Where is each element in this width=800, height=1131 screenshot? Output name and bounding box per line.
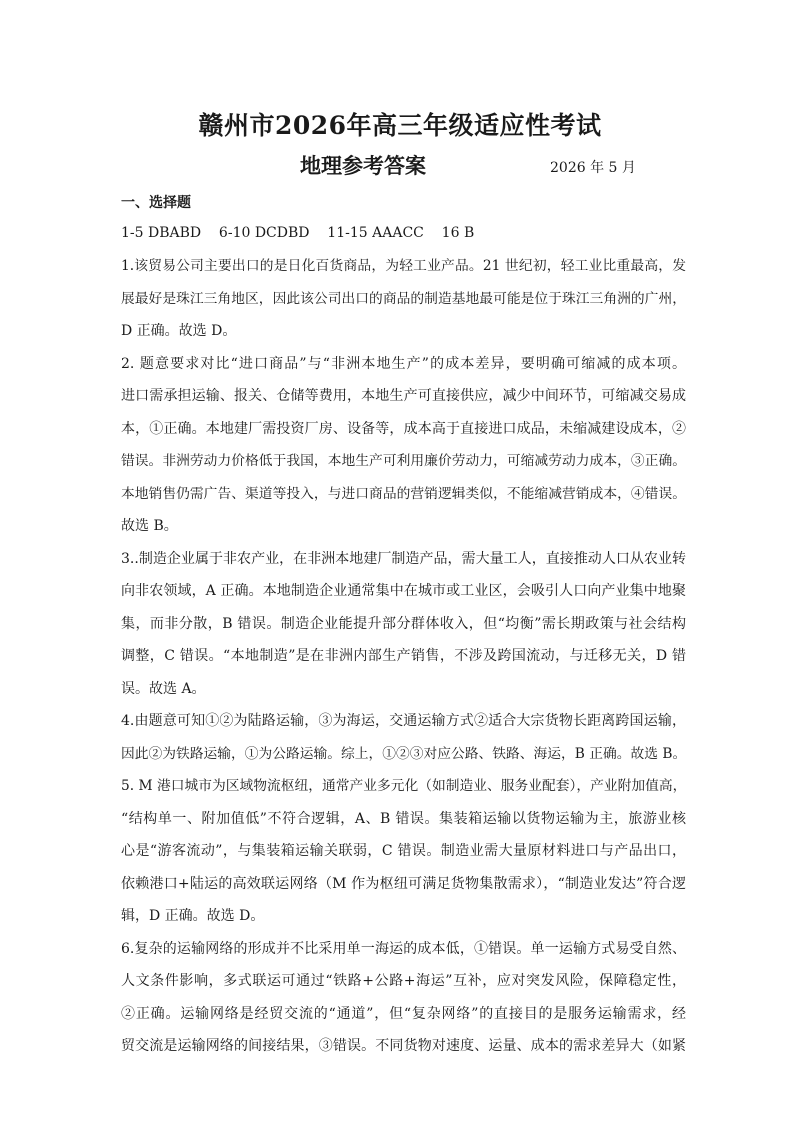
explanation-line: 本，①正确。本地建厂需投资厂房、设备等，成本高于直接进口成品，未缩减建设成本，② [121,420,686,437]
document-subtitle: 地理参考答案 [300,153,426,178]
explanation-line: 进口需承担运输、报关、仓储等费用，本地生产可直接供应，减少中间环节，可缩减交易成 [121,388,686,404]
explanation-line: 集，而非分散，B 错误。制造企业能提升部分群体收入，但“均衡”需长期政策与社会结构 [121,615,686,632]
document-title: 赣州市2026年高三年级适应性考试 [198,111,602,140]
explanation-line: “结构单一、附加值低”不符合逻辑，A、B 错误。集装箱运输以货物运输为主，旅游业核 [121,810,686,827]
explanation-line: 本地销售仍需广告、渠道等投入，与进口商品的营销逻辑类似，不能缩减营销成本，④错误。 [121,485,686,502]
explanation-body [121,250,686,1063]
explanation-line: 心是“游客流动”，与集装箱运输关联弱，C 错误。制造业需大量原材料进口与产品出口， [121,843,686,859]
explanation-line: 误。故选 A。 [121,680,206,697]
explanation-line: 依赖港口+陆运的高效联运网络（M 作为枢纽可满足货物集散需求），“制造业发达”符合逻 [121,875,686,892]
explanation-line: 1.该贸易公司主要出口的是日化百货商品，为轻工业产品。21 世纪初，轻工业比重最高，发 [121,258,686,274]
explanation-line: D 正确。故选 D。 [121,323,237,339]
explanation-line: 4.由题意可知①②为陆路运输，③为海运，交通运输方式②适合大宗货物长距离跨国运输， [121,713,686,729]
explanation-line: 5. M 港口城市为区域物流枢纽，通常产业多元化（如制造业、服务业配套），产业附加值高， [121,778,687,794]
explanation-line: 3..制造企业属于非农产业，在非洲本地建厂制造产品，需大量工人，直接推动人口从农业转 [121,550,686,567]
explanation-line: 错误。非洲劳动力价格低于我国，本地生产可利用廉价劳动力，可缩减劳动力成本，③正确。 [121,453,686,469]
explanation-line: 辑，D 正确。故选 D。 [121,908,265,924]
explanation-line: 调整，C 错误。“本地制造”是在非洲内部生产销售，不涉及跨国流动，与迁移无关，D 错 [121,648,686,664]
explanation-line: 6.复杂的运输网络的形成并不比采用单一海运的成本低，①错误。单一运输方式易受自然、 [121,940,686,957]
document-date: 2026 年 5 月 [550,160,636,176]
explanation-line: 展最好是珠江三角地区，因此该公司出口的商品的制造基地最可能是位于珠江三角洲的广州， [121,290,686,307]
section-heading: 一、选择题 [121,195,191,211]
explanation-line: ②正确。运输网络是经贸交流的“通道”，但“复杂网络”的直接目的是服务运输需求，经 [121,1005,686,1022]
explanation-line: 2. 题意要求对比“进口商品”与“非洲本地生产”的成本差异，要明确可缩减的成本项。 [121,355,686,372]
explanation-line: 向非农领域，A 正确。本地制造企业通常集中在城市或工业区，会吸引人口向产业集中地聚 [121,583,686,599]
explanation-line: 故选 B。 [121,518,178,534]
answer-key-line: 1-5 DBABD 6-10 DCDBD 11-15 AAACC 16 B [121,225,475,241]
explanation-line: 因此②为铁路运输，①为公路运输。综上，①②③对应公路、铁路、海运，B 正确。故选 B。 [121,745,687,762]
explanation-line: 贸交流是运输网络的间接结果，③错误。不同货物对速度、运量、成本的需求差异大（如紧 [121,1038,686,1054]
explanation-line: 人文条件影响，多式联运可通过“铁路+公路+海运”互补，应对突发风险，保障稳定性， [121,973,686,989]
